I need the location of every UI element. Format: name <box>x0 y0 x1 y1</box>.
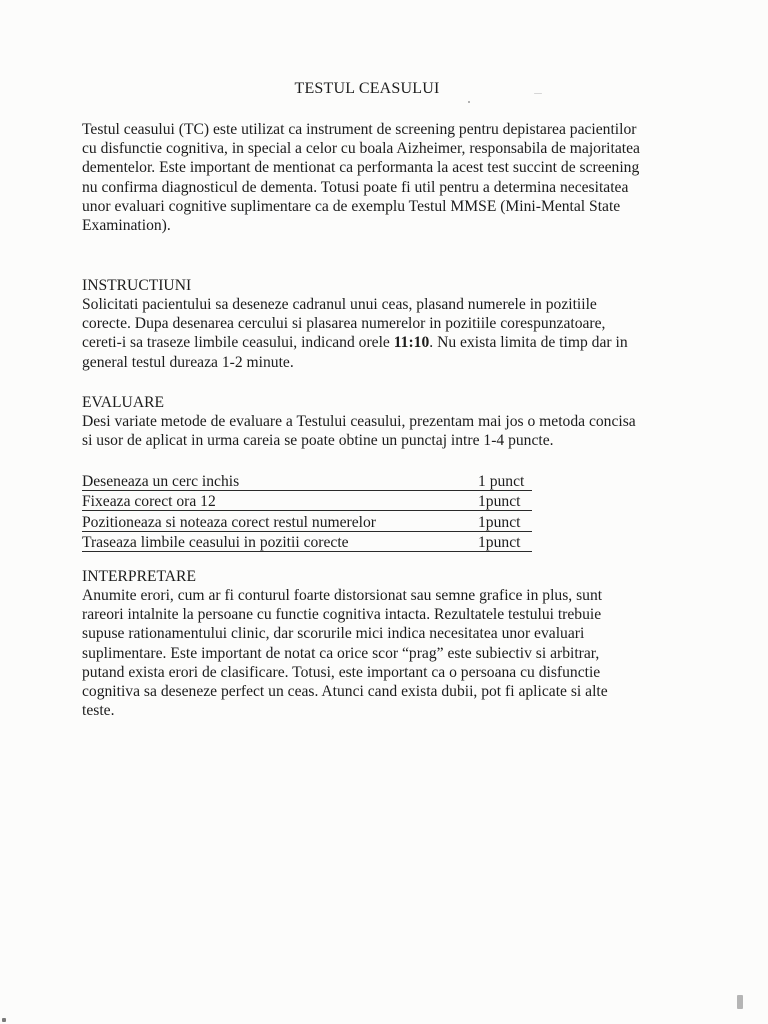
scoring-criterion: Deseneaza un cerc inchis <box>82 472 240 490</box>
interpretation-paragraph: Anumite erori, cum ar fi conturul foarte distorsionat sau semne grafice in plus, sunt rareori intalnite la persoane cu functie cognitiva intacta. Rezultatele testului trebuie supuse rationamentului clinic, dar scorurile mici indica necesitatea unor evaluari suplimentare. Este important de notat ca orice scor “prag” este subiectiv si arbitrar, putand exista erori de clasificare. Totusi, este important ca o persoana cu disfunctie cognitiva sa deseneze perfect un ceas. Atunci cand exista dubii, pot fi aplicate si alte teste. <box>82 587 608 720</box>
scan-speck <box>534 93 542 94</box>
scoring-criterion: Fixeaza corect ora 12 <box>82 493 216 510</box>
scoring-points: 1punct <box>478 513 521 531</box>
instructions-paragraph <box>82 295 642 372</box>
scan-speck <box>737 995 743 1009</box>
evaluation-heading: EVALUARE <box>82 394 165 411</box>
scoring-row <box>82 532 532 553</box>
scoring-criterion: Traseaza limbile ceasului in pozitii corecte <box>82 534 349 551</box>
evaluation-paragraph: Desi variate metode de evaluare a Testului ceasului, prezentam mai jos o metoda concisa si usor de aplicat in urma careia se poate obtine un punctaj intre 1-4 puncte. <box>82 413 636 450</box>
scoring-points: 1punct <box>478 534 521 551</box>
scoring-points: 1punct <box>478 493 521 510</box>
scoring-row <box>82 491 532 512</box>
instructions-text-end: . Nu exista limita de timp dar in general testul dureaza 1-2 minute. <box>82 334 628 371</box>
scoring-table <box>82 470 532 552</box>
instructions-heading: INSTRUCTIUNI <box>82 277 192 294</box>
instructions-time: 11:10 <box>393 334 430 352</box>
document-title: TESTUL CEASULUI <box>294 80 440 97</box>
scan-speck <box>2 1018 6 1022</box>
interpretation-heading: INTERPRETARE <box>82 568 196 585</box>
scoring-row <box>82 511 532 532</box>
scoring-points: 1 punct <box>478 472 525 490</box>
scan-speck <box>468 101 470 103</box>
intro-paragraph: Testul ceasului (TC) este utilizat ca instrument de screening pentru depistarea pacientilor cu disfunctie cognitiva, in special a celor cu boala Aizheimer, responsabila de majoritatea dementelor. Este important de mentionat ca performanta la acest test succint de screening nu confirma diagnosticul de dementa. Totusi poate fi util pentru a determina necesitatea unor evaluari cognitive suplimentare ca de exemplu Testul MMSE (Mini-Mental State Examination). <box>82 121 640 235</box>
scoring-criterion: Pozitioneaza si noteaza corect restul numerelor <box>82 513 376 531</box>
scoring-row <box>82 470 532 491</box>
instructions-text-start: Solicitati pacientului sa deseneze cadranul unui ceas, plasand numerele in pozitiile corecte. Dupa desenarea cercului si plasarea numerelor in pozitiile corespunzatoare, cereti-i sa traseze limbile ceasului, indicand orele <box>82 296 606 352</box>
